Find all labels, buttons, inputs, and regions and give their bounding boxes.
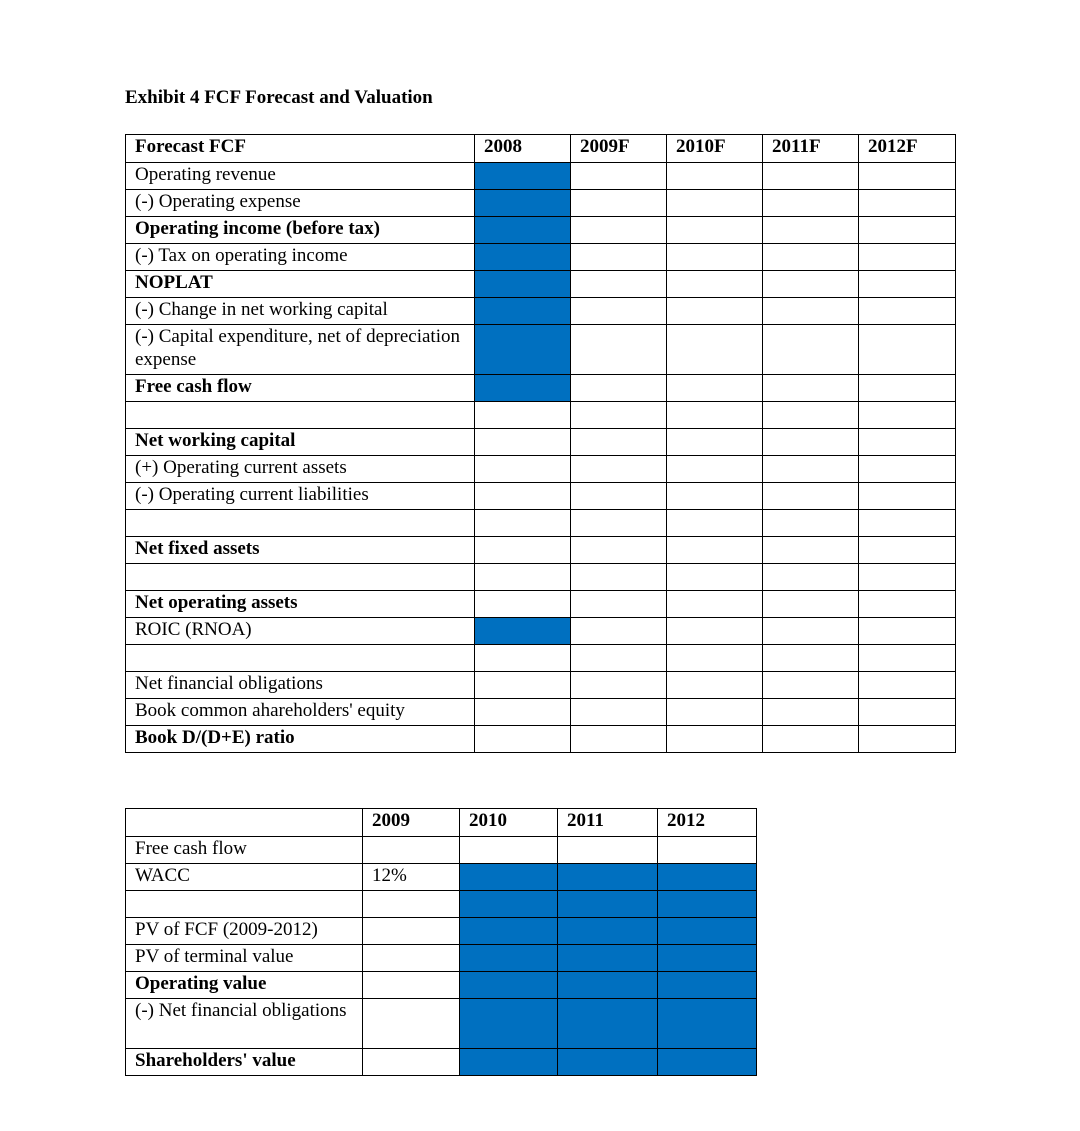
forecast-row-label: (-) Capital expenditure, net of depreciation expense [126,325,475,375]
forecast-cell [571,456,667,483]
forecast-cell [763,402,859,429]
forecast-cell [859,483,956,510]
valuation-header-year: 2009 [363,809,460,837]
forecast-cell [667,325,763,375]
forecast-row [126,325,956,375]
forecast-row-label: Net financial obligations [126,672,475,699]
forecast-cell-2008 [475,510,571,537]
forecast-row-label [126,402,475,429]
forecast-cell [763,298,859,325]
forecast-cell [667,456,763,483]
valuation-row [126,945,757,972]
forecast-fcf-table [125,134,956,753]
forecast-row [126,163,956,190]
valuation-cell-2009 [363,918,460,945]
forecast-cell [667,375,763,402]
forecast-row-label: (+) Operating current assets [126,456,475,483]
valuation-cell [658,1049,757,1076]
valuation-row [126,1049,757,1076]
forecast-row-label: Book common ahareholders' equity [126,699,475,726]
valuation-cell [558,972,658,999]
forecast-cell [571,699,667,726]
forecast-row [126,483,956,510]
forecast-cell [571,402,667,429]
valuation-cell-2009 [363,837,460,864]
forecast-header-label: Forecast FCF [126,135,475,163]
forecast-cell [859,564,956,591]
forecast-cell [667,510,763,537]
forecast-cell [859,645,956,672]
forecast-cell [571,618,667,645]
forecast-cell [571,645,667,672]
valuation-cell [558,837,658,864]
forecast-cell-2008 [475,618,571,645]
valuation-cell-2009 [363,945,460,972]
forecast-cell [859,325,956,375]
forecast-cell-2008 [475,429,571,456]
forecast-cell [571,483,667,510]
valuation-cell [460,864,558,891]
forecast-cell [667,672,763,699]
forecast-row-label [126,564,475,591]
forecast-cell [763,564,859,591]
valuation-cell [460,945,558,972]
valuation-cell [558,999,658,1049]
forecast-cell-2008 [475,483,571,510]
valuation-row [126,864,757,891]
forecast-cell [667,618,763,645]
valuation-row [126,999,757,1049]
forecast-cell [859,217,956,244]
forecast-row-label [126,510,475,537]
forecast-cell [763,217,859,244]
forecast-header-year: 2011F [763,135,859,163]
valuation-header-year: 2012 [658,809,757,837]
valuation-cell-2009 [363,972,460,999]
forecast-cell [763,537,859,564]
forecast-cell [763,726,859,753]
valuation-cell [558,918,658,945]
forecast-cell [859,402,956,429]
forecast-row-label: (-) Change in net working capital [126,298,475,325]
valuation-row [126,972,757,999]
forecast-cell [571,375,667,402]
forecast-cell [571,591,667,618]
forecast-cell [763,672,859,699]
forecast-cell-2008 [475,726,571,753]
forecast-cell [667,537,763,564]
valuation-cell [658,945,757,972]
valuation-cell [460,918,558,945]
forecast-row [126,618,956,645]
forecast-cell [667,483,763,510]
forecast-cell-2008 [475,217,571,244]
valuation-row [126,837,757,864]
valuation-row-label: (-) Net financial obligations [126,999,363,1049]
forecast-cell [667,271,763,298]
forecast-cell [859,271,956,298]
forecast-row-label: Operating income (before tax) [126,217,475,244]
forecast-cell [859,298,956,325]
valuation-cell-2009 [363,891,460,918]
valuation-row-label: Shareholders' value [126,1049,363,1076]
forecast-cell [763,510,859,537]
forecast-cell [571,672,667,699]
forecast-cell [763,375,859,402]
forecast-cell-2008 [475,298,571,325]
forecast-cell [667,726,763,753]
forecast-cell [859,375,956,402]
forecast-cell-2008 [475,244,571,271]
forecast-row [126,271,956,298]
forecast-header-year: 2008 [475,135,571,163]
valuation-header-row [126,809,757,837]
forecast-cell [763,271,859,298]
forecast-cell [763,618,859,645]
forecast-cell [571,163,667,190]
forecast-cell [859,190,956,217]
forecast-cell [667,163,763,190]
valuation-cell [658,999,757,1049]
valuation-header-year: 2010 [460,809,558,837]
valuation-cell-2009 [363,1049,460,1076]
forecast-row-label: Book D/(D+E) ratio [126,726,475,753]
forecast-cell [859,699,956,726]
forecast-header-year: 2009F [571,135,667,163]
valuation-cell [558,945,658,972]
forecast-cell [667,591,763,618]
forecast-cell [763,429,859,456]
forecast-cell-2008 [475,699,571,726]
forecast-cell-2008 [475,271,571,298]
forecast-cell-2008 [475,591,571,618]
forecast-row-label: Net fixed assets [126,537,475,564]
forecast-row-label: (-) Operating current liabilities [126,483,475,510]
forecast-row [126,564,956,591]
valuation-cell [460,999,558,1049]
forecast-row-label: ROIC (RNOA) [126,618,475,645]
forecast-cell-2008 [475,537,571,564]
exhibit-title: Exhibit 4 FCF Forecast and Valuation [125,87,433,108]
forecast-cell [571,325,667,375]
forecast-row-label: (-) Tax on operating income [126,244,475,271]
forecast-cell [859,726,956,753]
forecast-cell [571,298,667,325]
forecast-row-label: (-) Operating expense [126,190,475,217]
forecast-row [126,429,956,456]
valuation-cell [558,891,658,918]
forecast-row [126,699,956,726]
valuation-row-label: WACC [126,864,363,891]
forecast-cell [571,510,667,537]
forecast-row [126,645,956,672]
valuation-row-label: Operating value [126,972,363,999]
forecast-cell [859,537,956,564]
forecast-cell [571,271,667,298]
forecast-header-year: 2012F [859,135,956,163]
forecast-cell [859,456,956,483]
valuation-cell [658,891,757,918]
forecast-row [126,190,956,217]
valuation-cell [460,891,558,918]
forecast-cell [571,217,667,244]
valuation-cell [460,972,558,999]
forecast-row-label [126,645,475,672]
valuation-cell-2009 [363,999,460,1049]
valuation-row [126,891,757,918]
forecast-cell [667,244,763,271]
forecast-row-label: Net working capital [126,429,475,456]
forecast-cell [667,298,763,325]
forecast-cell [571,726,667,753]
forecast-cell [763,163,859,190]
valuation-row-label: Free cash flow [126,837,363,864]
forecast-header-row [126,135,956,163]
forecast-cell [859,618,956,645]
forecast-cell [859,510,956,537]
forecast-row-label: Net operating assets [126,591,475,618]
forecast-cell [667,217,763,244]
valuation-row-label: PV of terminal value [126,945,363,972]
valuation-cell [658,864,757,891]
forecast-cell-2008 [475,190,571,217]
valuation-cell [460,837,558,864]
forecast-row [126,510,956,537]
forecast-cell [667,564,763,591]
forecast-row [126,375,956,402]
forecast-cell [859,591,956,618]
forecast-cell [859,429,956,456]
forecast-cell [763,190,859,217]
forecast-cell-2008 [475,564,571,591]
forecast-cell [763,325,859,375]
valuation-row-label: PV of FCF (2009-2012) [126,918,363,945]
forecast-cell [763,483,859,510]
valuation-row-label [126,891,363,918]
forecast-cell-2008 [475,325,571,375]
forecast-cell [667,190,763,217]
forecast-cell [571,190,667,217]
forecast-cell [859,244,956,271]
forecast-row [126,726,956,753]
valuation-cell [558,864,658,891]
forecast-row [126,591,956,618]
forecast-cell [763,456,859,483]
forecast-row [126,456,956,483]
valuation-cell [658,918,757,945]
forecast-cell [763,591,859,618]
forecast-row [126,402,956,429]
forecast-cell [667,429,763,456]
forecast-row-label: Operating revenue [126,163,475,190]
forecast-cell [571,429,667,456]
forecast-cell-2008 [475,163,571,190]
valuation-cell-2009: 12% [363,864,460,891]
forecast-cell-2008 [475,672,571,699]
valuation-header-label [126,809,363,837]
forecast-cell [571,244,667,271]
forecast-row [126,298,956,325]
forecast-cell [667,402,763,429]
forecast-cell [763,699,859,726]
forecast-row [126,244,956,271]
valuation-cell [658,837,757,864]
valuation-cell [460,1049,558,1076]
forecast-row [126,537,956,564]
forecast-cell [667,699,763,726]
forecast-row-label: Free cash flow [126,375,475,402]
forecast-cell [859,163,956,190]
valuation-cell [658,972,757,999]
forecast-row [126,672,956,699]
valuation-cell [558,1049,658,1076]
forecast-cell [571,537,667,564]
forecast-cell-2008 [475,375,571,402]
forecast-header-year: 2010F [667,135,763,163]
forecast-cell [859,672,956,699]
forecast-cell [571,564,667,591]
forecast-cell [667,645,763,672]
forecast-cell-2008 [475,456,571,483]
valuation-header-year: 2011 [558,809,658,837]
forecast-row [126,217,956,244]
forecast-cell [763,645,859,672]
forecast-cell-2008 [475,645,571,672]
valuation-row [126,918,757,945]
forecast-row-label: NOPLAT [126,271,475,298]
forecast-cell [763,244,859,271]
valuation-table [125,808,757,1076]
forecast-cell-2008 [475,402,571,429]
